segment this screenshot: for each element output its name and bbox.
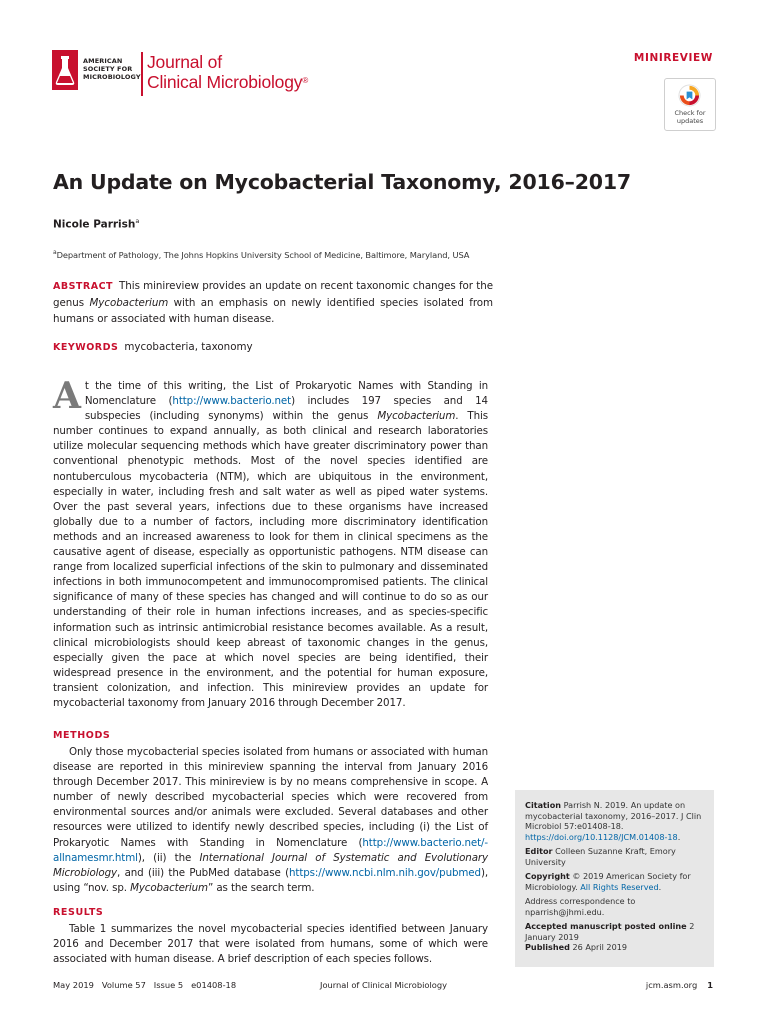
doi-link[interactable]: https://doi.org/10.1128/JCM.01408-18 <box>525 831 678 842</box>
footer-issue-info: May 2019 Volume 57 Issue 5 e01408-18 <box>53 980 237 990</box>
methods-paragraph <box>53 745 488 896</box>
abstract-text: with an emphasis on newly identified species isolated from humans or associated with human disease. <box>53 297 494 325</box>
check-updates-line: Check for <box>674 109 706 117</box>
bacterio-link[interactable]: http://www.bacterio.net <box>172 395 292 408</box>
citation-text: Parrish N. 2019. An update on mycobacterial taxonomy, 2016–2017. J Clin Microbiol 57:e01408-18. <box>525 800 702 831</box>
journal-title-italic: International Journal of Systematic and Evolutionary Microbiology <box>53 851 488 879</box>
copyright-label: Copyright <box>525 871 570 881</box>
article-type-label: MINIREVIEW <box>633 52 713 64</box>
author-text: Nicole Parrish <box>53 218 136 231</box>
pubmed-link[interactable]: https://www.ncbi.nlm.nih.gov/pubmed <box>289 866 481 879</box>
editor-label: Editor <box>525 846 553 856</box>
logo-divider <box>141 52 143 96</box>
society-line: AMERICAN <box>83 57 123 65</box>
check-updates-icon <box>678 84 701 107</box>
published-date: 26 April 2019 <box>572 942 628 952</box>
citation-block <box>525 800 706 842</box>
methods-text: ” as the search term. <box>207 881 315 894</box>
copyright-block <box>525 871 706 892</box>
keywords-label: KEYWORDS <box>53 342 119 353</box>
author-affiliation-marker: a <box>135 217 140 225</box>
methods-heading: METHODS <box>53 730 111 741</box>
author-name <box>53 217 139 231</box>
journal-website-link[interactable]: jcm.asm.org <box>645 980 698 990</box>
abstract <box>53 278 493 327</box>
affiliation-marker: a <box>53 249 57 256</box>
methods-text: ), (ii) the <box>137 851 200 864</box>
asm-logo-icon <box>52 50 78 90</box>
genus-name: Mycobacterium <box>130 881 208 894</box>
accepted-label: Accepted manuscript posted online <box>525 921 687 931</box>
journal-name <box>147 52 308 92</box>
journal-name-line2: Clinical Microbiology <box>147 72 303 92</box>
methods-text: ), using “nov. sp. <box>53 866 488 894</box>
affiliation <box>53 249 469 260</box>
citation-label: Citation <box>525 800 562 810</box>
rights-link[interactable]: All Rights Reserved <box>580 881 659 892</box>
methods-text: Only those mycobacterial species isolated from humans or associated with human disease are reported in this minireview spanning the interval from January 2016 through December 2017. This minireview is by no means comprehensive in scope. A number of newly described mycobacterial species which were recovered from environmental sources and/or animals were excluded. Several databases and other resources were utilized to identify newly described species, including (i) the List of Prokaryotic Names with Standing in Nomenclature ( <box>53 746 488 849</box>
page-number: 1 <box>707 980 713 990</box>
citation-end: . <box>677 831 681 842</box>
results-paragraph: Table 1 summarizes the novel mycobacterial species identified between January 2016 and December 2017 that were isolated from humans, some of which were associated with human disease. A brief description of each species follows. <box>53 923 488 966</box>
citation-sidebar <box>515 790 714 967</box>
journal-name-line1: Journal of <box>147 52 222 72</box>
intro-text: t the time of this writing, the List of Prokaryotic Names with Standing in Nomenclature ( <box>84 380 488 408</box>
results-heading: RESULTS <box>53 907 104 918</box>
bacterio-names-link[interactable]: http://www.bacterio.net/-allnamesmr.html <box>53 836 488 864</box>
genus-name: Mycobacterium <box>377 410 456 423</box>
keywords-text: mycobacteria, taxonomy <box>124 341 253 353</box>
check-updates-line: updates <box>676 116 704 125</box>
affiliation-text: Department of Pathology, The Johns Hopkins University School of Medicine, Baltimore, Maryland, USA <box>56 249 470 260</box>
editor-text: Colleen Suzanne Kraft, Emory University <box>525 846 676 867</box>
society-name <box>83 57 141 81</box>
abstract-label: ABSTRACT <box>53 281 114 292</box>
copyright-text: © 2019 American Society for Microbiology. <box>525 871 691 892</box>
accepted-date: 2 January 2019 <box>525 921 695 942</box>
drop-cap: A <box>53 375 81 417</box>
published-block <box>525 942 706 953</box>
published-label: Published <box>525 942 570 952</box>
registered-mark: ® <box>302 76 309 85</box>
methods-text: , and (iii) the PubMed database ( <box>117 866 289 879</box>
check-updates-text <box>665 110 715 125</box>
footer-right <box>646 980 713 990</box>
abstract-genus: Mycobacterium <box>89 297 169 309</box>
keywords <box>53 341 253 353</box>
article-title: An Update on Mycobacterial Taxonomy, 2016–2017 <box>53 170 631 194</box>
intro-text: . This number continues to expand annually, as both clinical and research laboratories utilize molecular sequencing methods which have greater discriminatory power than conventional phenotypic methods. Most of the novel species identified are nontuberculous mycobacteria (NTM), which are ubiquitous in the environment, especially in water, including fresh and salt water as well as piped water systems. Over the past several years, infections due to these organisms have increased globally due to a number of factors, including more discriminatory identification methods and an increased awareness to look for them in clinical specimens as the causative agent of disease, especially as opportunistic pathogens. NTM disease can range from localized superficial infections of the skin to pulmonary and disseminated infections in both immunocompetent and immunocompromised patients. The clinical significance of many of these species has changed and will continue to do so as our understanding of their role in human infections increases, and as species-specific information such as intrinsic antimicrobial resistance becomes available. As a result, clinical microbiologists should keep abreast of taxonomic changes in the genus, especially given the pace at which novel species are being identified, their widespread presence in the environment, and the potential for human exposure, transient colonization, and infection. This minireview provides an update for mycobacterial taxonomy from January 2016 through December 2017. <box>53 410 488 709</box>
society-line: SOCIETY FOR <box>83 65 133 73</box>
editor-block <box>525 846 706 867</box>
rights-end: . <box>658 881 662 892</box>
intro-paragraph <box>53 375 488 711</box>
accepted-block <box>525 921 706 942</box>
check-for-updates-button[interactable] <box>664 78 716 131</box>
abstract-text: This minireview provides an update on recent taxonomic changes for the genus <box>53 280 493 309</box>
society-line: MICROBIOLOGY <box>83 73 141 81</box>
correspondence: Address correspondence to nparrish@jhmi.edu. <box>525 896 636 917</box>
footer-journal-name: Journal of Clinical Microbiology <box>320 980 448 990</box>
intro-text: ) includes 197 species and 14 subspecies (including synonyms) within the genus <box>84 395 488 423</box>
